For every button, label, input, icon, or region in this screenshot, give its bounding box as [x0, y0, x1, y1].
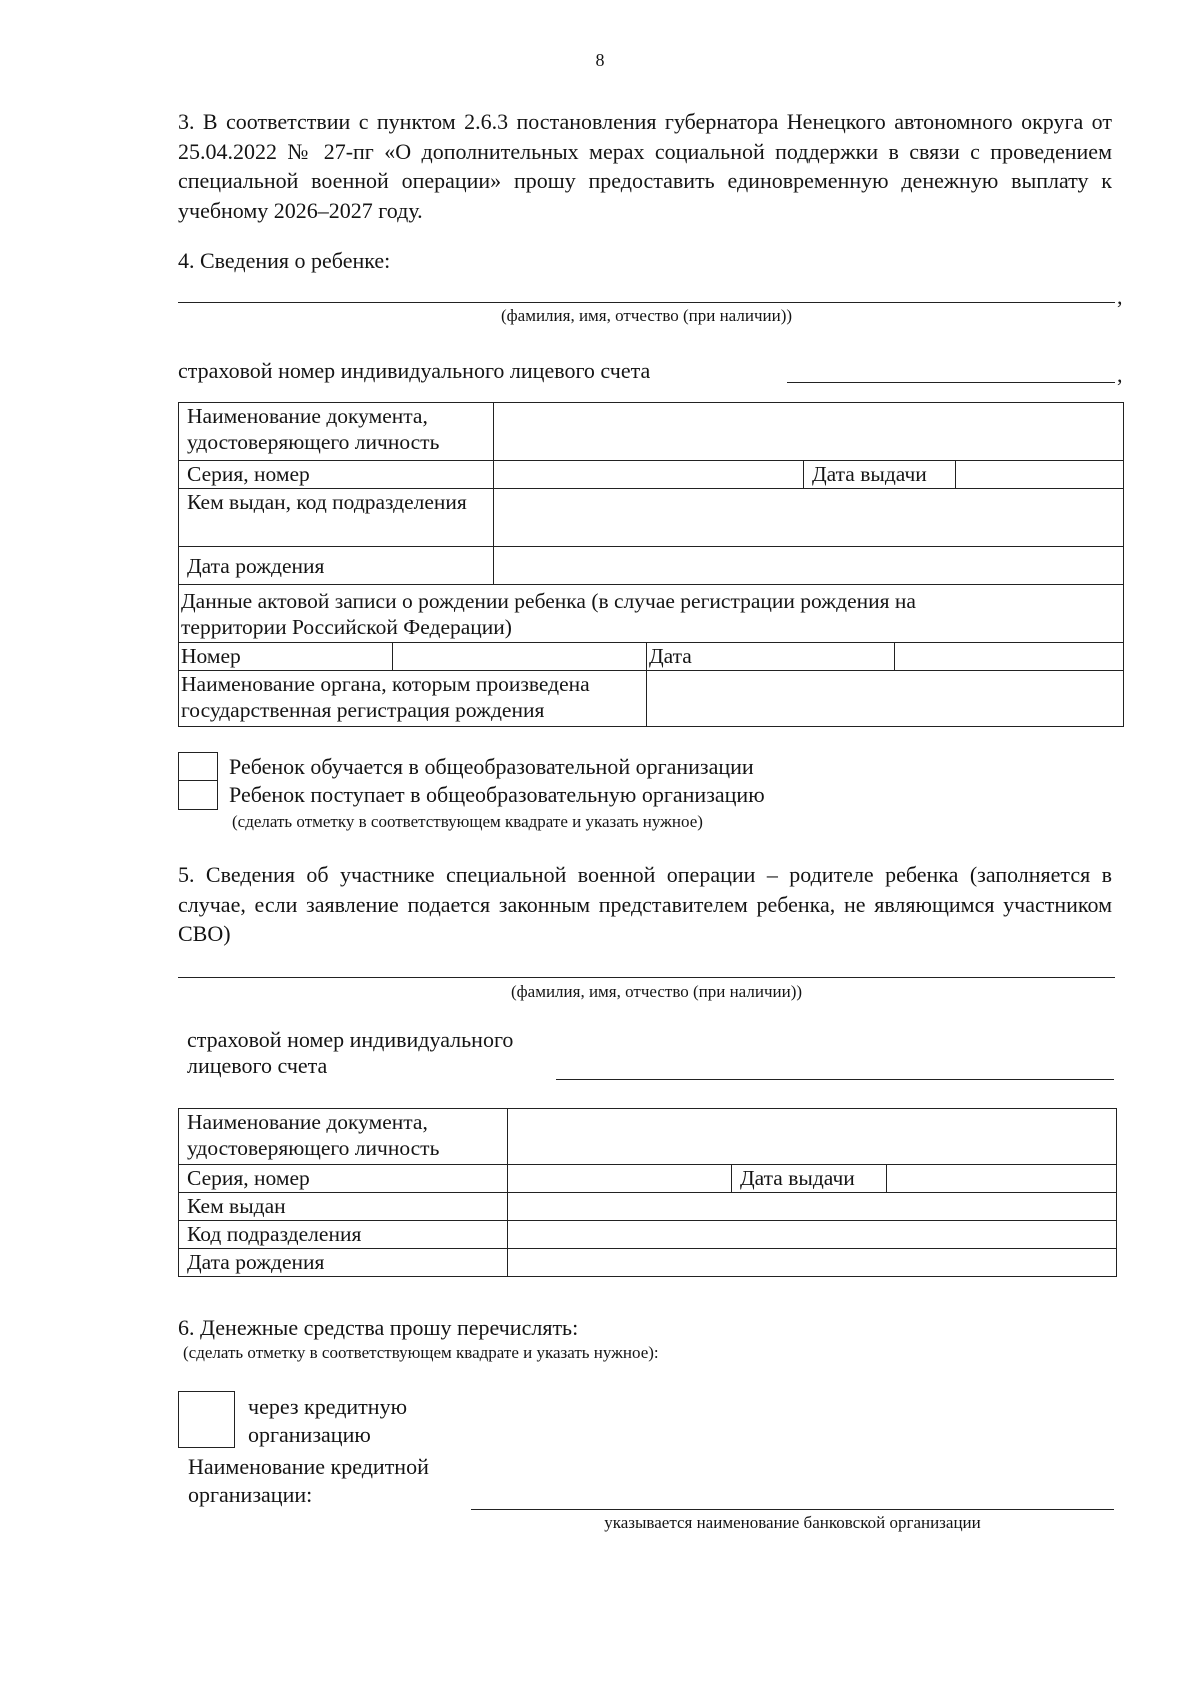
- section6-heading: 6. Денежные средства прошу перечислять:: [178, 1315, 579, 1340]
- child-snils-line[interactable]: [787, 382, 1115, 383]
- child-document-table: [178, 402, 1124, 585]
- parent-series-label: Серия, номер: [179, 1165, 508, 1193]
- credit-org-label: через кредитную организацию: [248, 1394, 408, 1447]
- parent-birth-date-field[interactable]: [508, 1249, 1117, 1277]
- child-act-record-table: [178, 584, 1124, 727]
- child-studies-label: Ребенок обучается в общеобразовательной организации: [229, 754, 754, 779]
- child-issue-date-field[interactable]: [956, 461, 1124, 489]
- parent-issue-date-field[interactable]: [887, 1165, 1117, 1193]
- checkbox-child-studies[interactable]: [178, 752, 218, 782]
- parent-division-code-field[interactable]: [508, 1221, 1117, 1249]
- registry-org-field[interactable]: [647, 671, 1124, 727]
- act-date-label: Дата: [647, 643, 895, 671]
- section6-note: (сделать отметку в соответствующем квадрате и указать нужное):: [183, 1343, 659, 1362]
- parent-fio-line[interactable]: [178, 977, 1115, 978]
- child-series-label: Серия, номер: [179, 461, 494, 489]
- act-record-label: Данные актовой записи о рождении ребенка (в случае регистрации рождения на территории Российской Федерации): [179, 585, 1124, 643]
- parent-snils-label-line1: страховой номер индивидуального: [187, 1027, 514, 1052]
- parent-doc-name-label: Наименование документа, удостоверяющего личность: [179, 1109, 508, 1165]
- parent-series-field[interactable]: [508, 1165, 732, 1193]
- section3-paragraph: 3. В соответствии с пунктом 2.6.3 постановления губернатора Ненецкого автономного округа от 25.04.2022 № 27-пг «О дополнительных мерах социальной поддержки в связи с проведением специальной военной операции» прошу предоставить единовременную денежную выплату к учебному 2026–2027 году.: [178, 109, 1112, 223]
- parent-division-code-label: Код подразделения: [179, 1221, 508, 1249]
- child-birth-date-field[interactable]: [494, 547, 1124, 585]
- parent-doc-name-field[interactable]: [508, 1109, 1117, 1165]
- child-doc-name-label: Наименование документа, удостоверяющего личность: [179, 403, 494, 461]
- registry-org-label: Наименование органа, которым произведена государственная регистрация рождения: [179, 671, 647, 727]
- act-number-field[interactable]: [393, 643, 647, 671]
- bank-name-label: Наименование кредитной организации:: [188, 1454, 429, 1507]
- page-number: 8: [595, 50, 605, 70]
- child-enrolls-label: Ребенок поступает в общеобразовательную организацию: [229, 782, 765, 807]
- checkbox-child-enrolls[interactable]: [178, 780, 218, 810]
- parent-snils-label-line2: лицевого счета: [187, 1053, 328, 1078]
- child-snils-comma: ,: [1117, 362, 1123, 387]
- parent-snils-line[interactable]: [556, 1079, 1114, 1080]
- child-issued-by-field[interactable]: [494, 489, 1124, 547]
- child-birth-date-label: Дата рождения: [179, 547, 494, 585]
- child-fio-caption: (фамилия, имя, отчество (при наличии)): [500, 306, 793, 325]
- parent-document-table: [178, 1108, 1117, 1277]
- child-checkbox-note: (сделать отметку в соответствующем квадрате и указать нужное): [232, 812, 703, 831]
- child-fio-line[interactable]: [178, 302, 1115, 303]
- act-number-label: Номер: [179, 643, 393, 671]
- section4-heading: 4. Сведения о ребенке:: [178, 248, 391, 273]
- bank-name-line[interactable]: [471, 1509, 1114, 1510]
- parent-fio-caption: (фамилия, имя, отчество (при наличии)): [510, 982, 803, 1001]
- checkbox-credit-org[interactable]: [178, 1391, 235, 1448]
- child-issue-date-label: Дата выдачи: [804, 461, 956, 489]
- parent-issued-by-field[interactable]: [508, 1193, 1117, 1221]
- child-snils-label: страховой номер индивидуального лицевого счета: [178, 358, 651, 383]
- child-doc-name-field[interactable]: [494, 403, 1124, 461]
- section5-paragraph: 5. Сведения об участнике специальной военной операции – родителе ребенка (заполняется в случае, если заявление подается законным представителем ребенка, не являющимся участником СВО): [178, 862, 1112, 946]
- parent-birth-date-label: Дата рождения: [179, 1249, 508, 1277]
- parent-issued-by-label: Кем выдан: [179, 1193, 508, 1221]
- child-issued-by-label: Кем выдан, код подразделения: [179, 489, 494, 547]
- act-date-field[interactable]: [895, 643, 1124, 671]
- child-series-field[interactable]: [494, 461, 804, 489]
- child-fio-comma: ,: [1117, 284, 1123, 309]
- parent-issue-date-label: Дата выдачи: [732, 1165, 887, 1193]
- bank-name-caption: указывается наименование банковской организации: [604, 1513, 981, 1532]
